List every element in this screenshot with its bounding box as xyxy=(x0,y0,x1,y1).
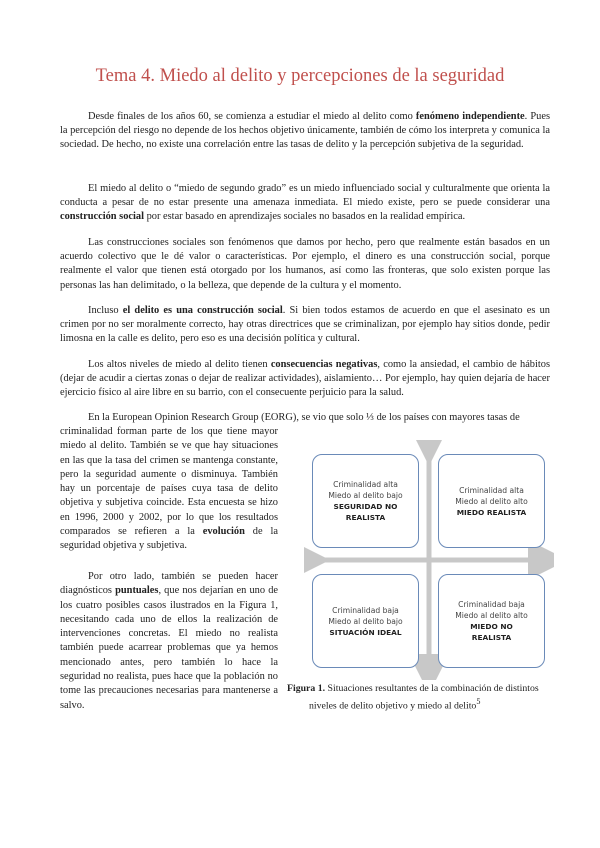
quadrant-miedo-no-realista: Criminalidad baja Miedo al delito alto MIEDO NO REALISTA xyxy=(438,574,545,668)
paragraph-6-first-line: En la European Opinion Research Group (EORG), se vio que solo ⅓ de los países con mayores tasas de xyxy=(88,412,520,423)
paragraph-7: Por otro lado, también se pueden hacer diagnósticos puntuales, que nos dejarían en uno de los cuatro posibles casos ilustrados en la Figura 1, necesitando cada uno de ellos la realización de intervenciones concretas. El miedo no realista también puede acarrear problemas que ya hemos mencionado antes, pero también lo hace la seguridad no realista, pues hace que la población no tome las precauciones necesarias para mantenerse a salvo. xyxy=(60,571,279,711)
figure-caption: Figura 1. Situaciones resultantes de la combinación de distintos niveles de delito objetivo y miedo al delito$^5$ xyxy=(287,683,539,711)
paragraph-4: Incluso el delito es una construcción social. Si bien todos estamos de acuerdo en que el asesinato es un crimen por no ser moralmente correcto, hay otras directrices que se criminalizan, por ejemplo hay sitios donde, pedir limosna en la calle es delito, pero eso es una decisión política y cultural. xyxy=(60,305,550,345)
emphasis-evolucion: evolución xyxy=(202,526,245,538)
quadrant-seguridad-no-realista: Criminalidad alta Miedo al delito bajo SEGURIDAD NO REALISTA xyxy=(312,454,419,548)
emphasis-puntuales: puntuales xyxy=(115,585,159,597)
paragraph-3: Las construcciones sociales son fenómenos que damos por hecho, pero que realmente están basados en un acuerdo colectivo que le dé valor o características. Por ejemplo, el dinero es una construcción social, porque realmente el valor que tienen está otorgado por los humanos, así como las fronteras, que solo existen porque las personas las han delimitado, o la belleza, que depende de la cultura y el momento. xyxy=(60,237,550,291)
quadrant-miedo-realista: Criminalidad alta Miedo al delito alto MIEDO REALISTA xyxy=(438,454,545,548)
paragraph-5: Los altos niveles de miedo al delito tienen consecuencias negativas, como la ansiedad, el cambio de hábitos (dejar de acudir a ciertas zonas o dejar de realizar actividades), aislamiento… Por ejemplo, hay quien dejaría de hacer ejercicio físico al aire libre en su barrio, con el consecuente perjuicio para la salud. xyxy=(60,359,551,399)
emphasis-delito-construccion-social: el delito es una construcción social xyxy=(122,305,283,316)
paragraph-2: El miedo al delito o “miedo de segundo grado” es un miedo influenciado social y culturalmente que orienta la conducta a pesar de no estar presente una amenaza inmediata. El miedo existe, pero se puede considerar una construcción social por estar basado en aprendizajes sociales no basados en la realidad empírica. xyxy=(60,183,550,223)
paragraph-6-column: criminalidad forman parte de los que tiene mayor miedo al delito. También se ve que hay situaciones en las que la tasa del crimen se mantenga constante, pero la seguridad aumente o disminuya. También hay un porcentaje de países cuya tasa de delito objetiva y subjetiva coincide. Esta encuesta se hizo en 1996, 2000 y 2002, por lo que los resultados comparados se refieren a la evolución de la seguridad objetiva y subjetiva. xyxy=(60,426,278,552)
figure-1-matrix xyxy=(304,440,554,680)
quadrant-situacion-ideal: Criminalidad baja Miedo al delito bajo SITUACIÓN IDEAL xyxy=(312,574,419,668)
emphasis-construccion-social: construcción social xyxy=(60,211,144,223)
footnote-ref: 5 xyxy=(476,696,481,706)
emphasis-consecuencias-negativas: consecuencias negativas xyxy=(270,359,378,370)
page-title: Tema 4. Miedo al delito y percepciones de la seguridad xyxy=(95,66,505,86)
emphasis-fenomeno-independiente: fenómeno independiente xyxy=(415,111,525,122)
paragraph-1: Desde finales de los años 60, se comienza a estudiar el miedo al delito como fenómeno independiente. Pues la percepción del riesgo no depende de los hechos objetivo únicamente, también de cómo los interpreta y comunica la sociedad. De hecho, no existe una correlación entre las tasas de delito y la percepción subjetiva de la seguridad. xyxy=(60,111,550,151)
